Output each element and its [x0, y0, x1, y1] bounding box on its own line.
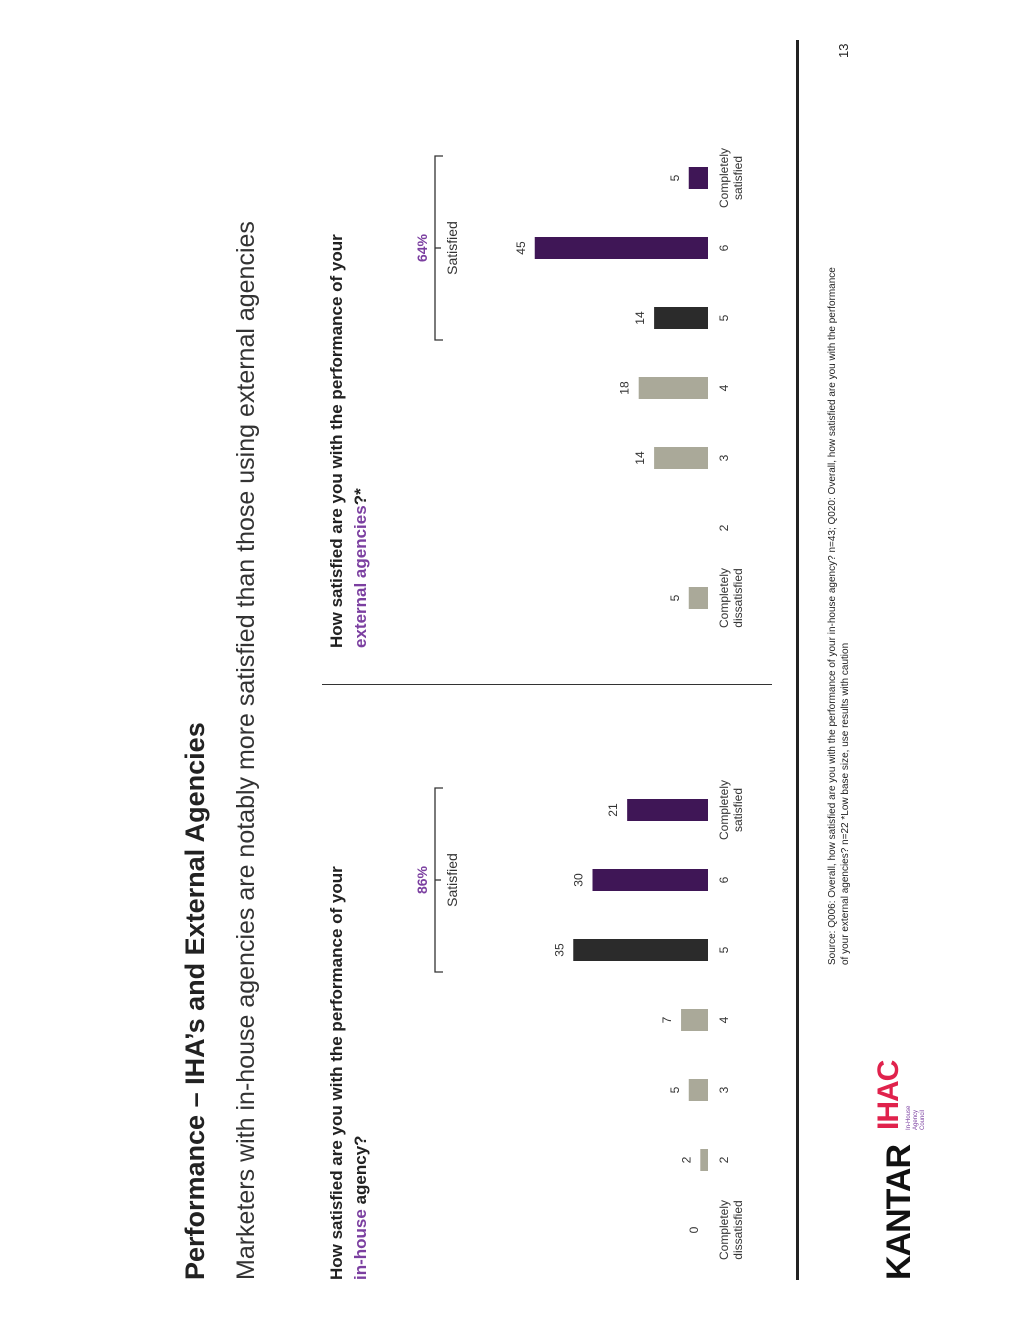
bar-1	[700, 1149, 708, 1171]
question-in-house	[325, 860, 373, 1280]
data-label-2: 5	[667, 1086, 682, 1094]
iha-council-logo	[874, 1040, 924, 1130]
data-label-5: 30	[571, 873, 586, 887]
data-label-0: 0	[687, 1226, 701, 1234]
category-label-6: satisfied	[731, 787, 745, 833]
data-label-2: 14	[633, 451, 648, 465]
data-label-3: 18	[617, 381, 632, 395]
bar-5	[535, 237, 708, 259]
bar-2	[689, 1079, 708, 1101]
data-label-4: 35	[552, 943, 567, 957]
satisfied-percent: 64%	[414, 233, 430, 263]
category-label-1: 2	[717, 1156, 731, 1164]
category-label-3: 4	[717, 1016, 731, 1024]
source-note: Source: Q006: Overall, how satisfied are you with the performance of your in-house agency? n=43; Q020: Overall, how satisfied are you with the performance of your external agencies? n=22 *Low base size, use results with caution	[827, 267, 851, 965]
page-subtitle: Marketers with in-house agencies are notably more satisfied than those using external agencies	[232, 221, 260, 1280]
bar-2	[654, 447, 708, 469]
data-label-3: 7	[660, 1016, 675, 1024]
question-external-accent: external agencies	[351, 505, 370, 648]
question-external	[325, 228, 373, 648]
iha-logo-subtitle: In-House Agency Council	[906, 1105, 926, 1130]
question-in-house-part-2: agency?	[351, 1135, 370, 1210]
bar-0	[689, 587, 708, 609]
data-label-6: 21	[606, 803, 621, 817]
satisfied-label: Satisfied	[444, 221, 460, 275]
category-label-2: 3	[717, 454, 731, 462]
kantar-logo: KANTAR	[880, 1144, 918, 1280]
bar-6	[627, 799, 708, 821]
bar-5	[593, 869, 709, 891]
category-label-2: 3	[717, 1086, 731, 1094]
category-label-5: 6	[717, 244, 731, 252]
data-label-6: 5	[667, 174, 682, 182]
satisfied-label: Satisfied	[444, 853, 460, 907]
data-label-0: 5	[667, 594, 682, 602]
category-label-6: Completely	[717, 779, 731, 841]
question-in-house-accent: in-house	[351, 1209, 370, 1280]
category-label-4: 5	[717, 314, 731, 322]
chart-in-house	[410, 680, 810, 1320]
satisfied-percent: 86%	[414, 865, 430, 895]
bar-4	[654, 307, 708, 329]
question-in-house-part-1: How satisfied are you with the performance of your	[327, 866, 346, 1280]
bar-3	[639, 377, 708, 399]
category-label-6: satisfied	[731, 155, 745, 201]
category-label-0: Completely	[717, 1199, 731, 1261]
bar-6	[689, 167, 708, 189]
chart-external	[410, 48, 810, 688]
category-label-3: 4	[717, 384, 731, 392]
page-title: Performance – IHA’s and External Agencies	[180, 722, 210, 1280]
bar-4	[573, 939, 708, 961]
category-label-5: 6	[717, 876, 731, 884]
iha-logo-mark: IHAC	[872, 1060, 905, 1130]
question-external-part-1: How satisfied are you with the performance of your	[327, 234, 346, 648]
page-number: 13	[836, 43, 851, 58]
data-label-1: 2	[679, 1156, 694, 1164]
footer-divider	[796, 40, 799, 1280]
bar-3	[681, 1009, 708, 1031]
data-label-5: 45	[513, 241, 528, 255]
data-label-4: 14	[633, 311, 648, 325]
category-label-0: dissatisfied	[731, 1200, 745, 1260]
category-label-4: 5	[717, 946, 731, 954]
category-label-0: dissatisfied	[731, 568, 745, 628]
category-label-0: Completely	[717, 567, 731, 629]
category-label-1: 2	[717, 524, 731, 532]
question-external-part-2: ?*	[351, 488, 370, 506]
category-label-6: Completely	[717, 147, 731, 209]
